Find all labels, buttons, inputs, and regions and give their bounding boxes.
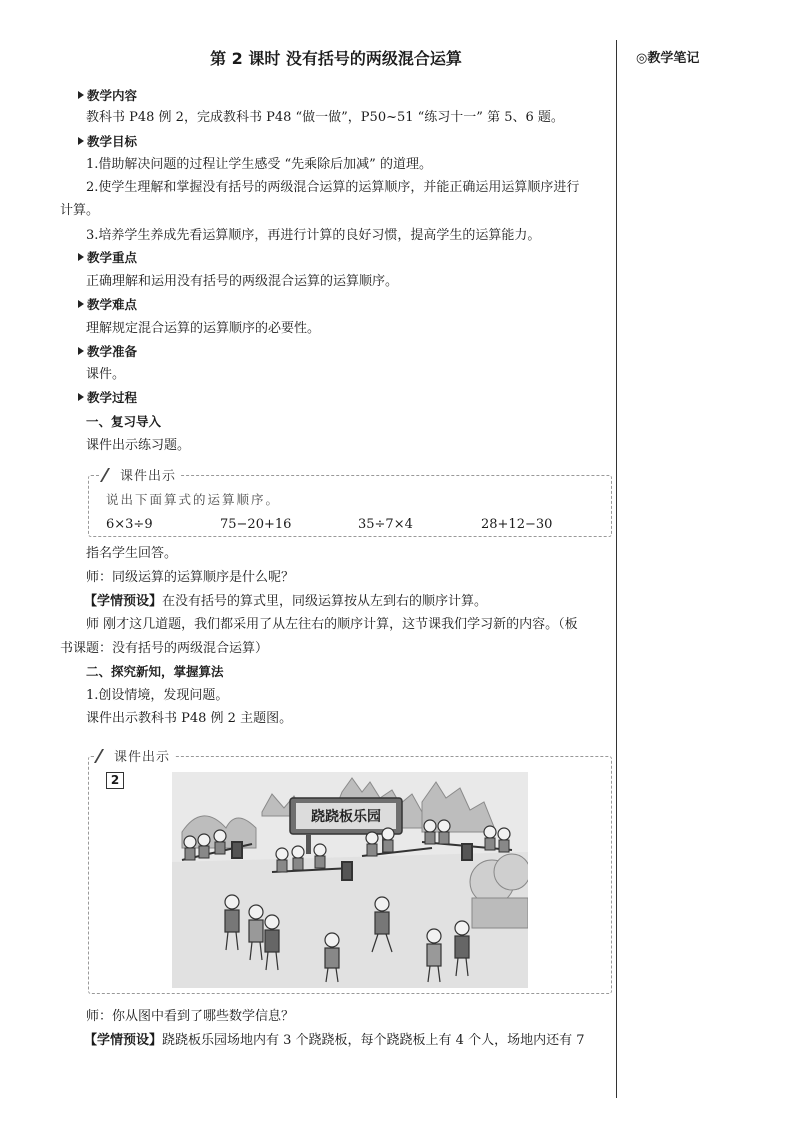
line-students-answer: 指名学生回答。 [86,546,178,561]
exercise-1: 6×3÷9 [106,517,153,532]
line-teacher-question: 师：同级运算的运算顺序是什么呢？ [86,570,295,585]
courseware-tag: 课件出示 [94,746,174,769]
slash-mark-icon [100,468,122,482]
preset-label: 【学情预设】 [84,1033,163,1048]
section-heading-content: 教学内容 [78,84,137,107]
part-2-heading: 二、探究新知，掌握算法 [86,664,224,679]
line-preset-answer-2: 【学情预设】跷跷板乐园场地内有 3 个跷跷板，每个跷跷板上有 4 个人，场地内还有 7 [84,1033,585,1048]
goal-2-line-2: 计算。 [60,203,100,218]
line-teacher-question-2: 师：你从图中看到了哪些数学信息？ [86,1009,295,1024]
part-2-line-2: 课件出示教科书 P48 例 2 主题图。 [86,711,293,726]
line-teacher-transition-1: 师 刚才这几道题，我们都采用了从左往右的顺序计算，这节课我们学习新的内容。（板 [86,617,578,632]
triangle-bullet-icon [78,300,84,308]
exercise-2: 75−20+16 [220,517,292,532]
part-1-intro: 课件出示练习题。 [86,438,191,453]
preset-label: 【学情预设】 [84,594,163,609]
box-instruction: 说出下面算式的运算顺序。 [106,492,281,507]
line-preset-answer: 【学情预设】在没有括号的算式里，同级运算按从左到右的顺序计算。 [84,594,488,609]
prep-text: 课件。 [86,367,126,382]
section-heading-key: 教学重点 [78,246,137,269]
triangle-bullet-icon [78,91,84,99]
section-heading-difficulty: 教学难点 [78,293,137,316]
example-number-badge: 2 [106,772,124,789]
slash-mark-icon [94,749,116,763]
notes-column-divider [616,40,617,1098]
triangle-bullet-icon [78,393,84,401]
part-1-heading: 一、复习导入 [86,414,162,429]
exercise-3: 35÷7×4 [358,517,413,532]
goal-1: 1.借助解决问题的过程让学生感受 “先乘除后加减” 的道理。 [86,157,432,172]
section-heading-prep: 教学准备 [78,340,137,363]
courseware-tag: 课件出示 [100,465,180,488]
part-2-line-1: 1.创设情境，发现问题。 [86,688,229,703]
key-text: 正确理解和运用没有括号的两级混合运算的运算顺序。 [86,274,399,289]
content-text: 教科书 P48 例 2，完成教科书 P48 “做一做”，P50~51 “练习十一” 第 5、6 题。 [86,110,564,125]
triangle-bullet-icon [78,137,84,145]
line-teacher-transition-2: 书课题：没有括号的两级混合运算） [60,641,269,656]
park-sign-text: 跷跷板乐园 [311,809,381,825]
seesaw-park-illustration [172,772,528,988]
page-title: 第 2 课时 没有括号的两级混合运算 [210,49,462,68]
teaching-notes-label: ◎教学笔记 [636,51,700,66]
section-heading-goals: 教学目标 [78,130,137,153]
triangle-bullet-icon [78,253,84,261]
goal-3: 3.培养学生养成先看运算顺序，再进行计算的良好习惯，提高学生的运算能力。 [86,228,541,243]
section-heading-process: 教学过程 [78,386,137,409]
exercise-4: 28+12−30 [481,517,553,532]
triangle-bullet-icon [78,347,84,355]
goal-2-line-1: 2.使学生理解和掌握没有括号的两级混合运算的运算顺序，并能正确运用运算顺序进行 [86,180,580,195]
difficulty-text: 理解规定混合运算的运算顺序的必要性。 [86,321,321,336]
